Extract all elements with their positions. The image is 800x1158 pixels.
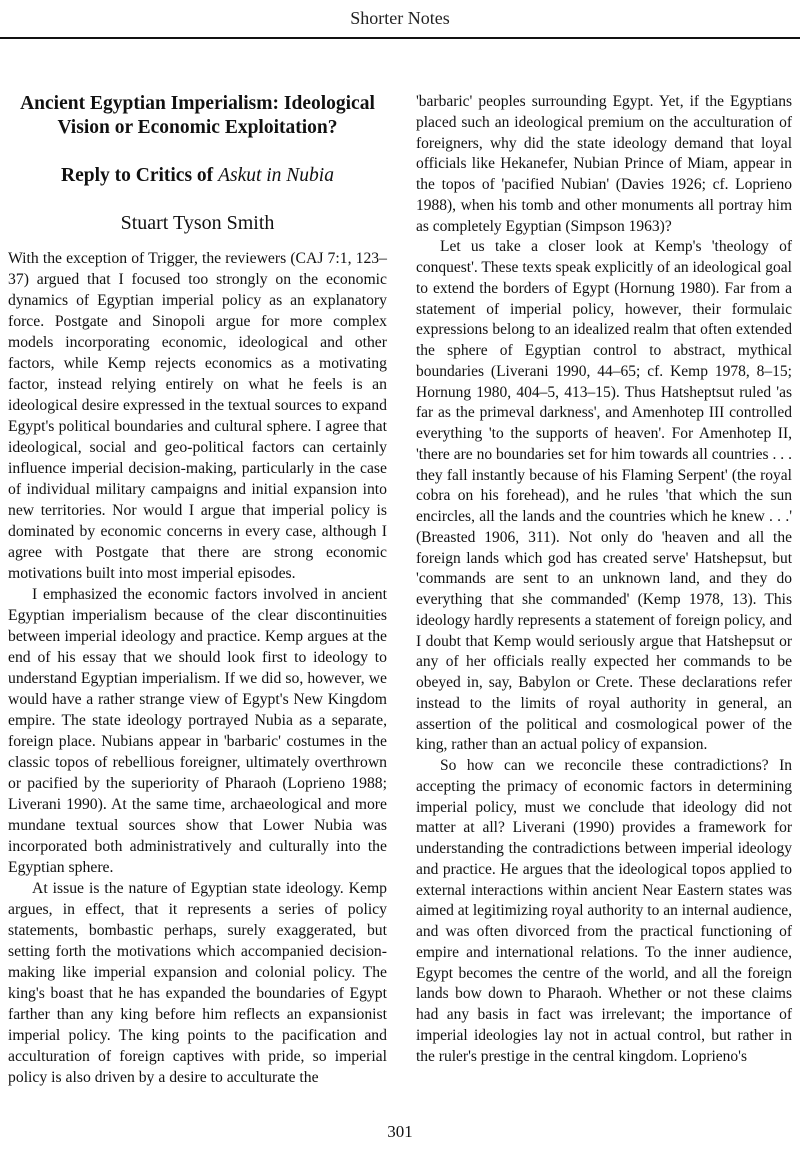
body-paragraph: I emphasized the economic factors involved in ancient Egyptian imperialism because of the clear discontinuities between imperial ideology and practice. Kemp argues at the end of his essay that we should look first to ideology to understand Egyptian imperialism. If we did so, however, we would have a rather strange view of Egypt's New Kingdom empire. The state ideology portrayed Nubia as a separate, foreign place. Nubians appear in 'barbaric' costumes in the classic topos of rebellious foreigner, ultimately overthrown or pacified by the superiority of Pharaoh (Loprieno 1988; Liverani 1990). At the same time, archaeological and more mundane textual sources show that Lower Nubia was incorporated both administratively and culturally into the Egyptian sphere. [8, 586, 387, 876]
body-paragraph: 'barbaric' peoples surrounding Egypt. Yet, if the Egyptians placed such an ideological premium on the acculturation of foreigners, why did the state ideology demand that loyal officials like Hekanefer, Nubian Prince of Miam, appear in the topos of 'pacified Nubian' (Davies 1926; cf. Loprieno 1988), when his tomb and other monuments all portray him as completely Egyptian (Simpson 1963)? [416, 93, 792, 235]
body-paragraph: At issue is the nature of Egyptian state ideology. Kemp argues, in effect, that it represents a series of policy statements, bombastic perhaps, surely exaggerated, but setting forth the motivations which accompanied decision-making like imperial expansion and colonial policy. The king's boast that he has expanded the boundaries of Egypt farther than any king before him reflects an expansionist imperial policy. The king points to the pacification and acculturation of foreign captives with pride, so imperial policy is also driven by a desire to acculturate the [8, 880, 387, 1086]
body-paragraph: With the exception of Trigger, the reviewers (CAJ 7:1, 123–37) argued that I focused too strongly on the economic dynamics of Egyptian imperial policy as an explanatory force. Postgate and Sinopoli argue for more complex models incorporating economic, ideological and other factors, while Kemp rejects economics as a motivating factor, instead relying entirely on what he feels is an ideological desire expressed in the textual sources to expand Egypt's political boundaries and cultural sphere. I agree that ideological, social and geo-political factors can certainly influence imperial decision-making, particularly in the case of individual military campaigns and initial expansion into new territories. Nor would I argue that imperial policy is dominated by economic concerns in every case, although I agree with Postgate that there are strong economic motivations built into most imperial episodes. [8, 250, 387, 582]
header-rule [0, 37, 800, 39]
page-number: 301 [387, 1122, 413, 1141]
subtitle-italic: Askut in Nubia [218, 165, 334, 186]
running-head: Shorter Notes [350, 8, 450, 28]
article-title: Ancient Egyptian Imperialism: Ideological Vision or Economic Exploitation? [20, 93, 375, 138]
left-column [8, 92, 387, 1088]
right-column [416, 92, 792, 1067]
body-paragraph: Let us take a closer look at Kemp's 'theology of conquest'. These texts speak explicitly of an ideological goal to extend the borders of Egypt (Hornung 1980). Far from a statement of imperial policy, however, their formulaic expressions belong to an idealized realm that often extended the sphere of Egyptian control to abstract, mythical boundaries (Liverani 1990, 44–65; cf. Kemp 1978, 8–15; Hornung 1980, 404–5, 413–15). Thus Hatsheptsut ruled 'as far as the primeval darkness', and Amenhotep III controlled everything 'to the supports of heaven'. For Amenhotep II, 'there are no boundaries set for him towards all countries . . . they fall instantly because of his Flaming Serpent' (the royal cobra on his forehead), and he rules 'that which the sun encircles, all the lands and the countries which he knew . . .' (Breasted 1906, 311). Not only do 'heaven and all the foreign lands which god has created serve' Hatshepsut, but 'commands are sent to an unknown land, and they do everything that she commanded' (Kemp 1978, 13). This ideology hardly represents a statement of foreign policy, and I doubt that Kemp would seriously argue that Hatshepsut or any of her officials really expected her commands to be obeyed in, say, Babylon or Crete. These declarations refer instead to the limits of royal authority in general, an assertion of the political and cosmological power of the king, rather than an actual policy of expansion. [416, 238, 792, 754]
article-subtitle [8, 164, 387, 188]
subtitle-prefix: Reply to Critics of [61, 165, 219, 186]
body-paragraph: So how can we reconcile these contradictions? In accepting the primacy of economic factors in determining imperial policy, must we conclude that ideology did not matter at all? Liverani (1990) provides a framework for understanding the contradictions between imperial ideology and practice. He argues that the ideological topos applied to external interactions within ancient Near Eastern states was aimed at legitimizing royal authority to an internal audience, and was often divorced from the practical functioning of empire and international relations. To the inner audience, Egypt becomes the centre of the world, and all the foreign lands bow down to Pharaoh. Whether or not these claims had any basis in fact was irrelevant; the importance of imperial ideologies lay not in actual control, but rather in the ruler's prestige in the central kingdom. Loprieno's [416, 757, 792, 1065]
author-name: Stuart Tyson Smith [120, 212, 275, 234]
